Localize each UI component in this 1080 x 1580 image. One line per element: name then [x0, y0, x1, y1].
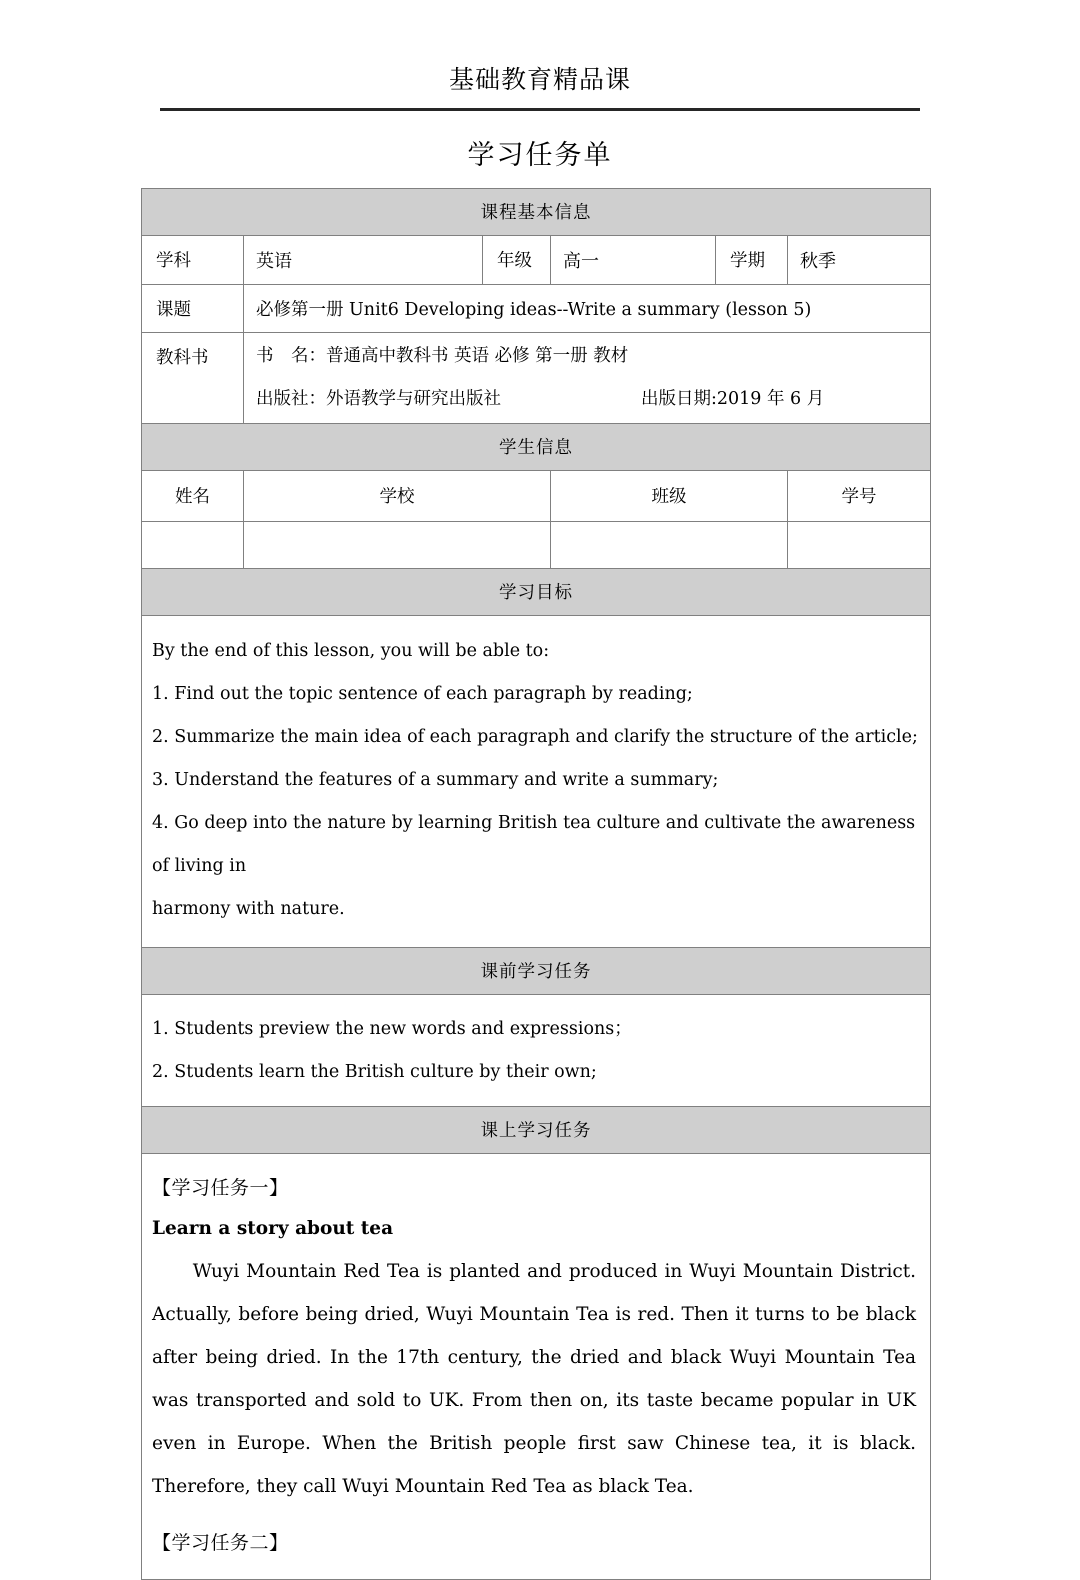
grade-value: 高一 — [551, 236, 716, 285]
grade-label: 年级 — [483, 236, 551, 285]
objectives-body — [142, 616, 931, 948]
header-divider-rule — [160, 108, 920, 111]
section-header-pre-class-tasks: 课前学习任务 — [142, 948, 931, 995]
publish-date-text: 出版日期:2019 年 6 月 — [641, 389, 825, 410]
objective-item: 1. Find out the topic sentence of each paragraph by reading; — [152, 684, 693, 705]
subject-value: 英语 — [244, 236, 483, 285]
task-one-subtitle: Learn a story about tea — [152, 1218, 394, 1240]
table-row — [142, 424, 931, 471]
topic-label: 课题 — [142, 285, 244, 333]
pre-class-body — [142, 995, 931, 1107]
table-row — [142, 1154, 931, 1580]
in-class-body — [142, 1154, 931, 1580]
objective-item: 2. Summarize the main idea of each paragraph and clarify the structure of the article; — [152, 727, 918, 748]
objectives-intro: By the end of this lesson, you will be able to: — [152, 641, 550, 662]
task-one-paragraph: Wuyi Mountain Red Tea is planted and produced in Wuyi Mountain District. Actually, before being dried, Wuyi Mountain Tea is red. Then it turns to be black after being dried. In the 17th century, the dried and black Wuyi Mountain Tea was transported and sold to UK. From then on, its taste became popular in UK even in Europe. When the British people first saw Chinese tea, it is black. Therefore, they call Wuyi Mountain Red Tea as black Tea. — [152, 1261, 917, 1498]
student-id-label: 学号 — [788, 471, 931, 522]
student-school-field[interactable] — [244, 522, 551, 569]
objective-item-continuation: harmony with nature. — [152, 899, 345, 920]
book-name-line: 书 名：普通高中教科书 英语 必修 第一册 教材 — [256, 346, 629, 366]
document-header — [160, 66, 920, 94]
student-name-field[interactable] — [142, 522, 244, 569]
table-row — [142, 333, 931, 424]
page-title: 学习任务单 — [467, 140, 613, 171]
table-row — [142, 616, 931, 948]
section-header-student-info: 学生信息 — [142, 424, 931, 471]
table-row — [142, 1107, 931, 1154]
task-one-tag: 【学习任务一】 — [152, 1177, 289, 1200]
table-row — [142, 471, 931, 522]
objective-item: 3. Understand the features of a summary and write a summary; — [152, 770, 719, 791]
section-header-objectives: 学习目标 — [142, 569, 931, 616]
student-class-label: 班级 — [551, 471, 788, 522]
publisher-line — [256, 389, 930, 409]
header-banner-text: 基础教育精品课 — [448, 65, 631, 94]
table-row — [142, 948, 931, 995]
pre-class-item: 1. Students preview the new words and expressions； — [152, 1019, 632, 1040]
student-class-field[interactable] — [551, 522, 788, 569]
textbook-label: 教科书 — [142, 333, 244, 424]
textbook-value — [244, 333, 931, 424]
section-header-course-info: 课程基本信息 — [142, 189, 931, 236]
learning-task-sheet — [141, 188, 931, 1580]
table-row — [142, 522, 931, 569]
topic-value: 必修第一册 Unit6 Developing ideas--Write a summary (lesson 5) — [244, 285, 931, 333]
section-header-in-class-tasks: 课上学习任务 — [142, 1107, 931, 1154]
term-value: 秋季 — [788, 236, 931, 285]
table-row — [142, 285, 931, 333]
table-row — [142, 189, 931, 236]
publisher-text: 出版社：外语教学与研究出版社 — [256, 389, 501, 410]
objective-item: 4. Go deep into the nature by learning British tea culture and cultivate the awareness of living in — [152, 813, 916, 877]
student-id-field[interactable] — [788, 522, 931, 569]
term-label: 学期 — [716, 236, 788, 285]
subject-label: 学科 — [142, 236, 244, 285]
table-row — [142, 569, 931, 616]
table-row — [142, 995, 931, 1107]
task-two-tag: 【学习任务二】 — [152, 1532, 289, 1555]
student-name-label: 姓名 — [142, 471, 244, 522]
pre-class-item: 2. Students learn the British culture by their own; — [152, 1062, 597, 1083]
student-school-label: 学校 — [244, 471, 551, 522]
table-row — [142, 236, 931, 285]
